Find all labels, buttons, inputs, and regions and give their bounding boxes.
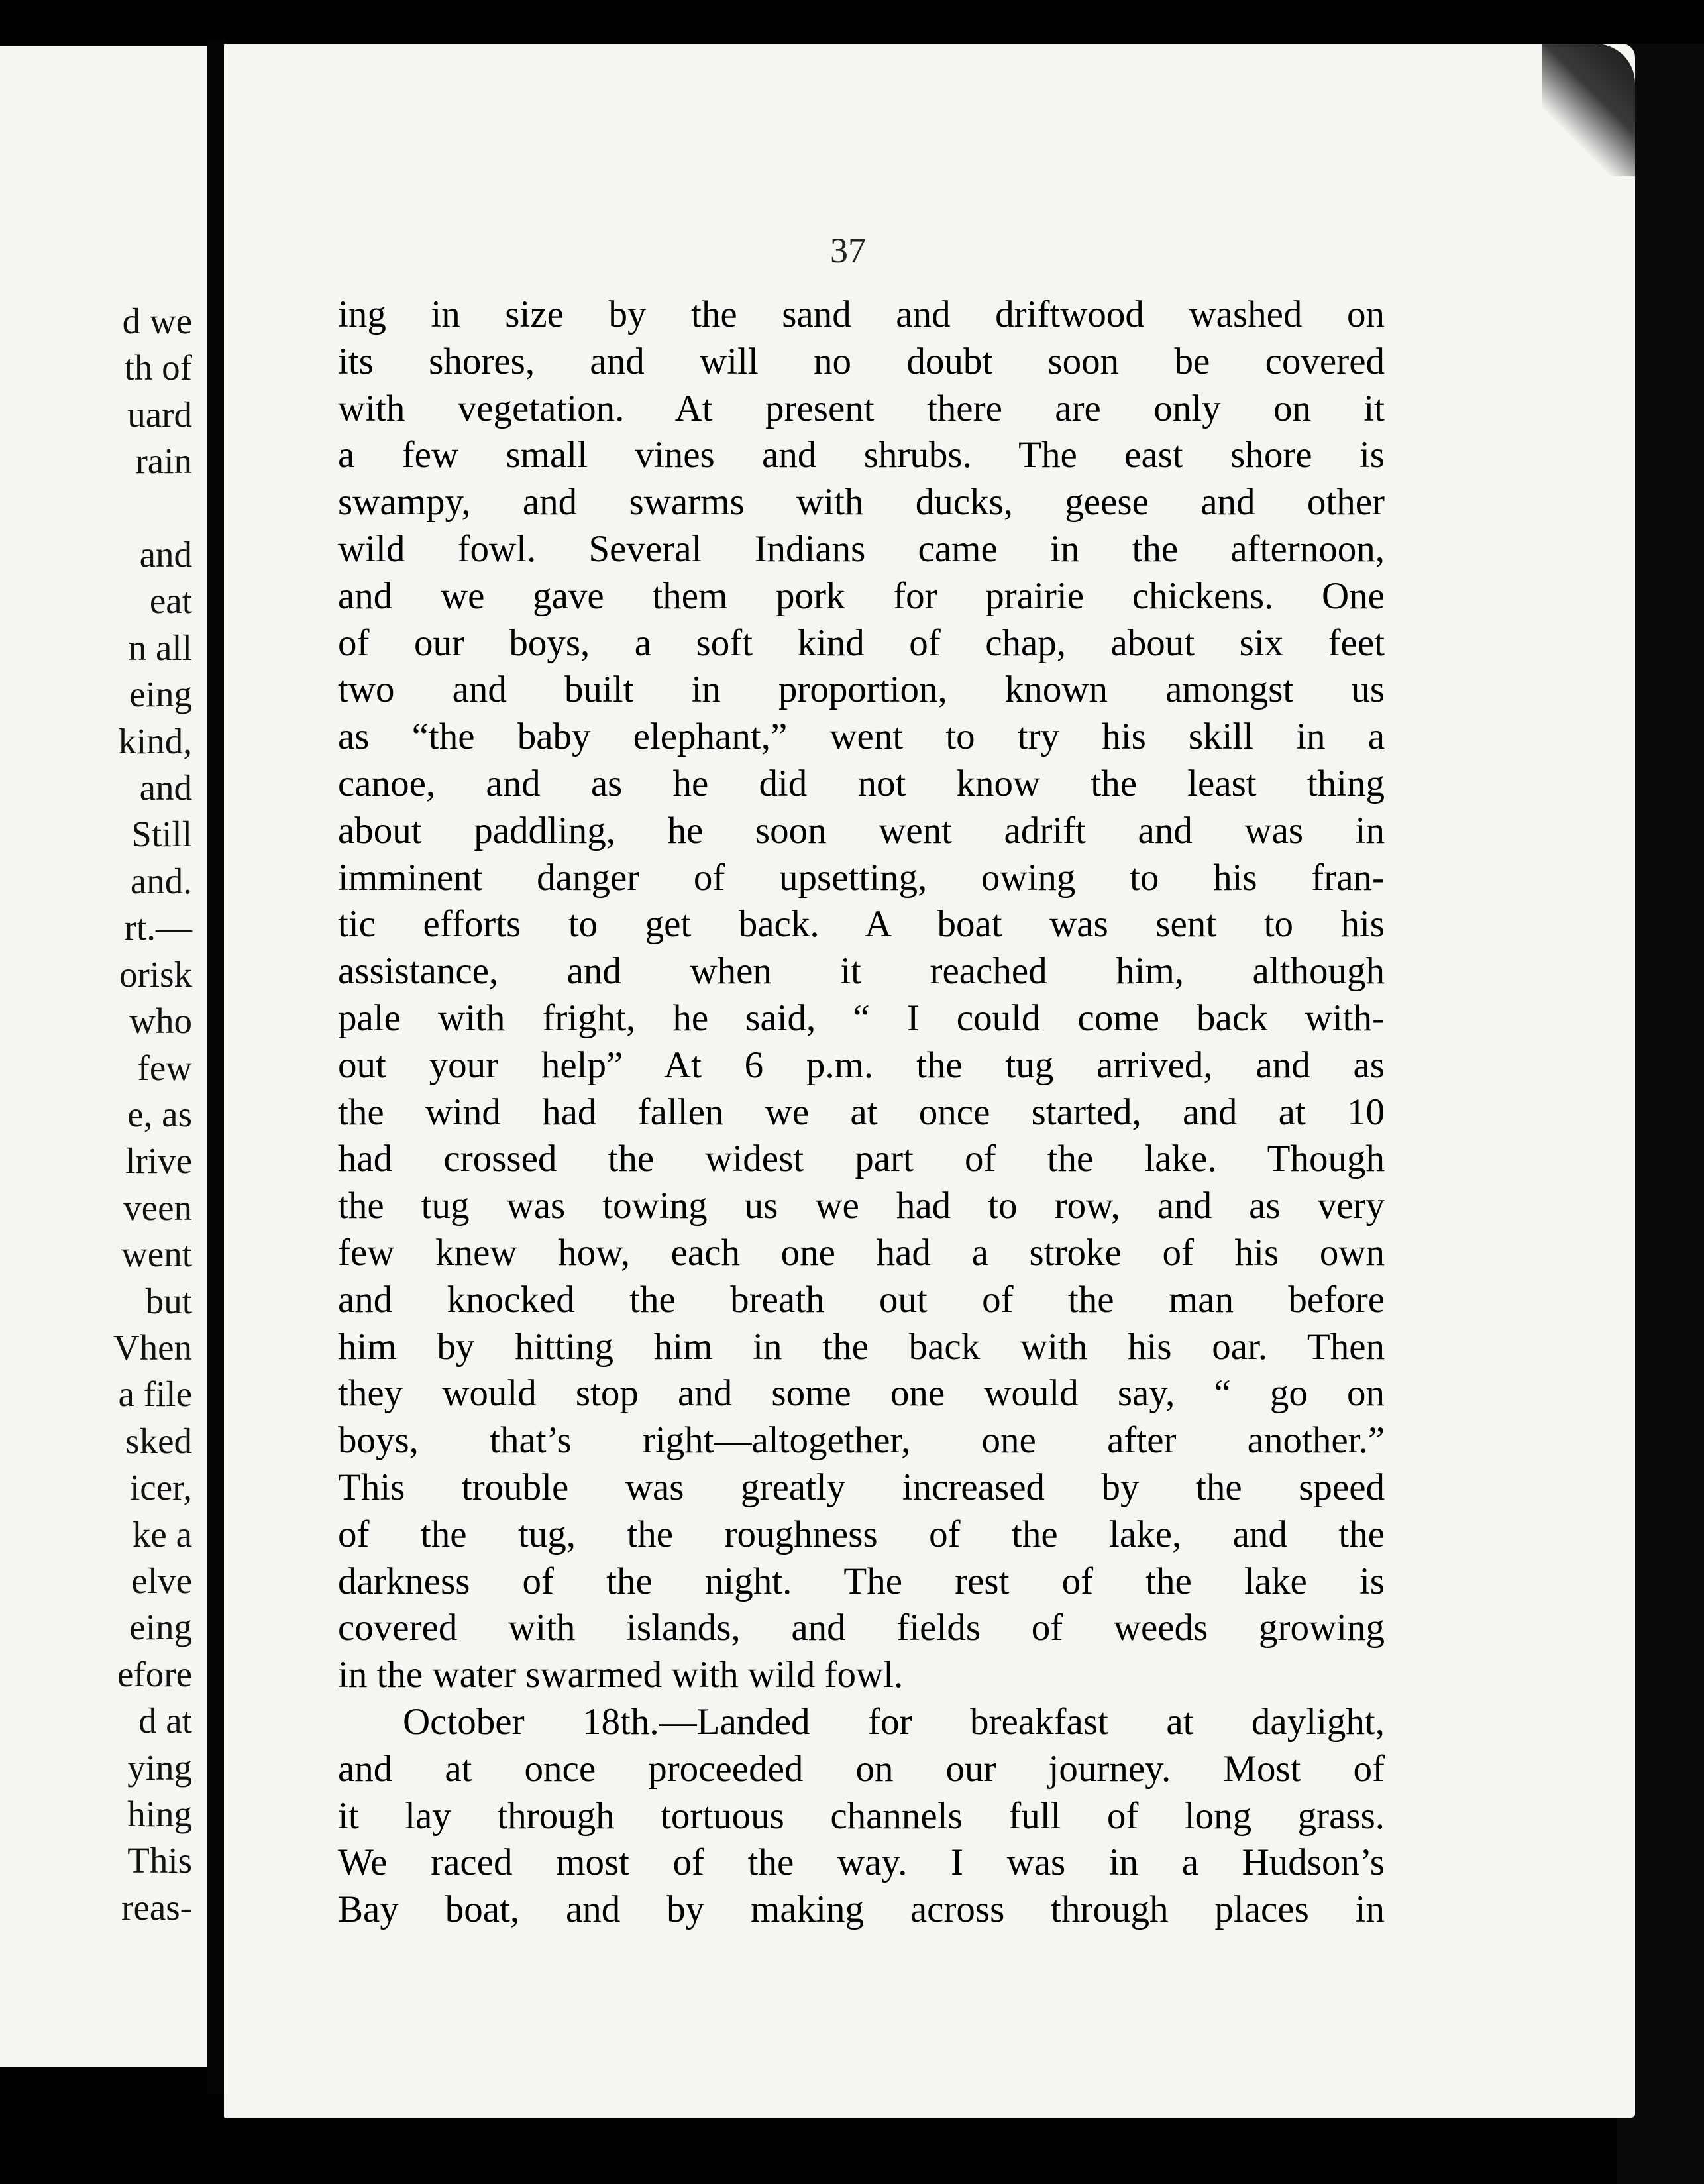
- left-line: lrive: [125, 1140, 192, 1181]
- left-line: uard: [127, 394, 192, 435]
- text-line: boys, that’s right—altogether, one after another.”: [338, 1419, 1385, 1462]
- left-line: ke a: [132, 1513, 192, 1555]
- text-line: Bay boat, and by making across through places in: [338, 1888, 1385, 1931]
- left-line: and: [139, 767, 192, 808]
- left-line: Still: [131, 814, 192, 855]
- left-line: n all: [128, 627, 192, 668]
- text-line: it lay through tortuous channels full of long grass.: [338, 1794, 1385, 1837]
- left-line: efore: [117, 1653, 192, 1694]
- text-line: ing in size by the sand and driftwood washed on: [338, 294, 1385, 335]
- left-line: and.: [130, 860, 192, 901]
- text-line: had crossed the widest part of the lake. Though: [338, 1138, 1385, 1180]
- left-line: veen: [123, 1187, 192, 1228]
- left-page: [0, 46, 209, 2067]
- left-line: eat: [149, 580, 192, 622]
- text-line: out your help” At 6 p.m. the tug arrived, and as: [338, 1044, 1385, 1086]
- left-line: hing: [127, 1794, 192, 1834]
- left-line: rt.—: [124, 907, 192, 948]
- text-line: assistance, and when it reached him, although: [338, 950, 1385, 993]
- paragraph-start-line: October 18th.—Landed for breakfast at daylight,: [403, 1700, 1385, 1743]
- text-line: with vegetation. At present there are only on it: [338, 387, 1385, 429]
- text-line: him by hitting him in the back with his oar. Then: [338, 1325, 1385, 1368]
- text-line: in the water swarmed with wild fowl.: [338, 1654, 904, 1696]
- left-line: e, as: [127, 1093, 192, 1134]
- text-line: and we gave them pork for prairie chickens. One: [338, 574, 1385, 617]
- left-line: kind,: [118, 720, 192, 761]
- text-line: covered with islands, and fields of weeds growing: [338, 1607, 1385, 1649]
- left-line: eing: [129, 674, 192, 715]
- text-line: as “the baby elephant,” went to try his skill in a: [338, 716, 1385, 758]
- text-line: darkness of the night. The rest of the lake is: [338, 1560, 1385, 1602]
- text-line: of the tug, the roughness of the lake, and the: [338, 1513, 1385, 1555]
- left-line: d we: [122, 301, 192, 341]
- text-line: canoe, and as he did not know the least thing: [338, 762, 1385, 804]
- left-line: [113, 485, 192, 531]
- text-line: two and built in proportion, known amongst us: [338, 669, 1385, 711]
- text-line: and at once proceeded on our journey. Most of: [338, 1747, 1385, 1790]
- left-line: ying: [127, 1747, 192, 1788]
- text-line: swampy, and swarms with ducks, geese and other: [338, 481, 1385, 523]
- left-line: who: [129, 1001, 192, 1042]
- text-line: This trouble was greatly increased by the speed: [338, 1466, 1385, 1508]
- left-line: reas-: [121, 1886, 192, 1928]
- text-line: tic efforts to get back. A boat was sent to his: [338, 903, 1385, 946]
- page-body-text: [338, 292, 1385, 1934]
- left-line: and: [139, 534, 192, 575]
- left-page-text: [113, 298, 192, 1931]
- text-line: about paddling, he soon went adrift and was in: [338, 809, 1385, 851]
- text-line: of our boys, a soft kind of chap, about six feet: [338, 622, 1385, 664]
- text-line: few knew how, each one had a stroke of his own: [338, 1231, 1385, 1274]
- left-line: Vhen: [113, 1327, 192, 1368]
- text-line: imminent danger of upsetting, owing to his fran-: [338, 856, 1385, 899]
- left-line: a file: [118, 1374, 192, 1415]
- left-line: rain: [135, 441, 192, 482]
- text-line: a few small vines and shrubs. The east shore is: [338, 434, 1385, 476]
- left-line: elve: [131, 1560, 192, 1601]
- left-line: few: [137, 1047, 192, 1088]
- left-line: d at: [138, 1700, 192, 1741]
- left-line: This: [127, 1840, 192, 1881]
- text-line: We raced most of the way. I was in a Hudson’s: [338, 1841, 1385, 1884]
- left-line: sked: [125, 1420, 192, 1461]
- text-line: its shores, and will no doubt soon be covered: [338, 340, 1385, 382]
- text-line: they would stop and some one would say, “ go on: [338, 1372, 1385, 1415]
- left-line: but: [145, 1280, 192, 1321]
- left-line: icer,: [130, 1467, 192, 1508]
- page-number: 37: [830, 231, 866, 270]
- text-line: pale with fright, he said, “ I could come back with-: [338, 997, 1385, 1039]
- left-line: th of: [124, 347, 192, 388]
- left-line: orisk: [119, 954, 192, 995]
- text-line: the tug was towing us we had to row, and as very: [338, 1185, 1385, 1227]
- text-line: wild fowl. Several Indians came in the afternoon,: [338, 527, 1385, 570]
- left-line: eing: [129, 1607, 192, 1648]
- text-line: the wind had fallen we at once started, and at 10: [338, 1091, 1385, 1133]
- text-line: and knocked the breath out of the man before: [338, 1278, 1385, 1321]
- page-corner-curl: [1542, 44, 1635, 176]
- left-line: went: [121, 1234, 192, 1275]
